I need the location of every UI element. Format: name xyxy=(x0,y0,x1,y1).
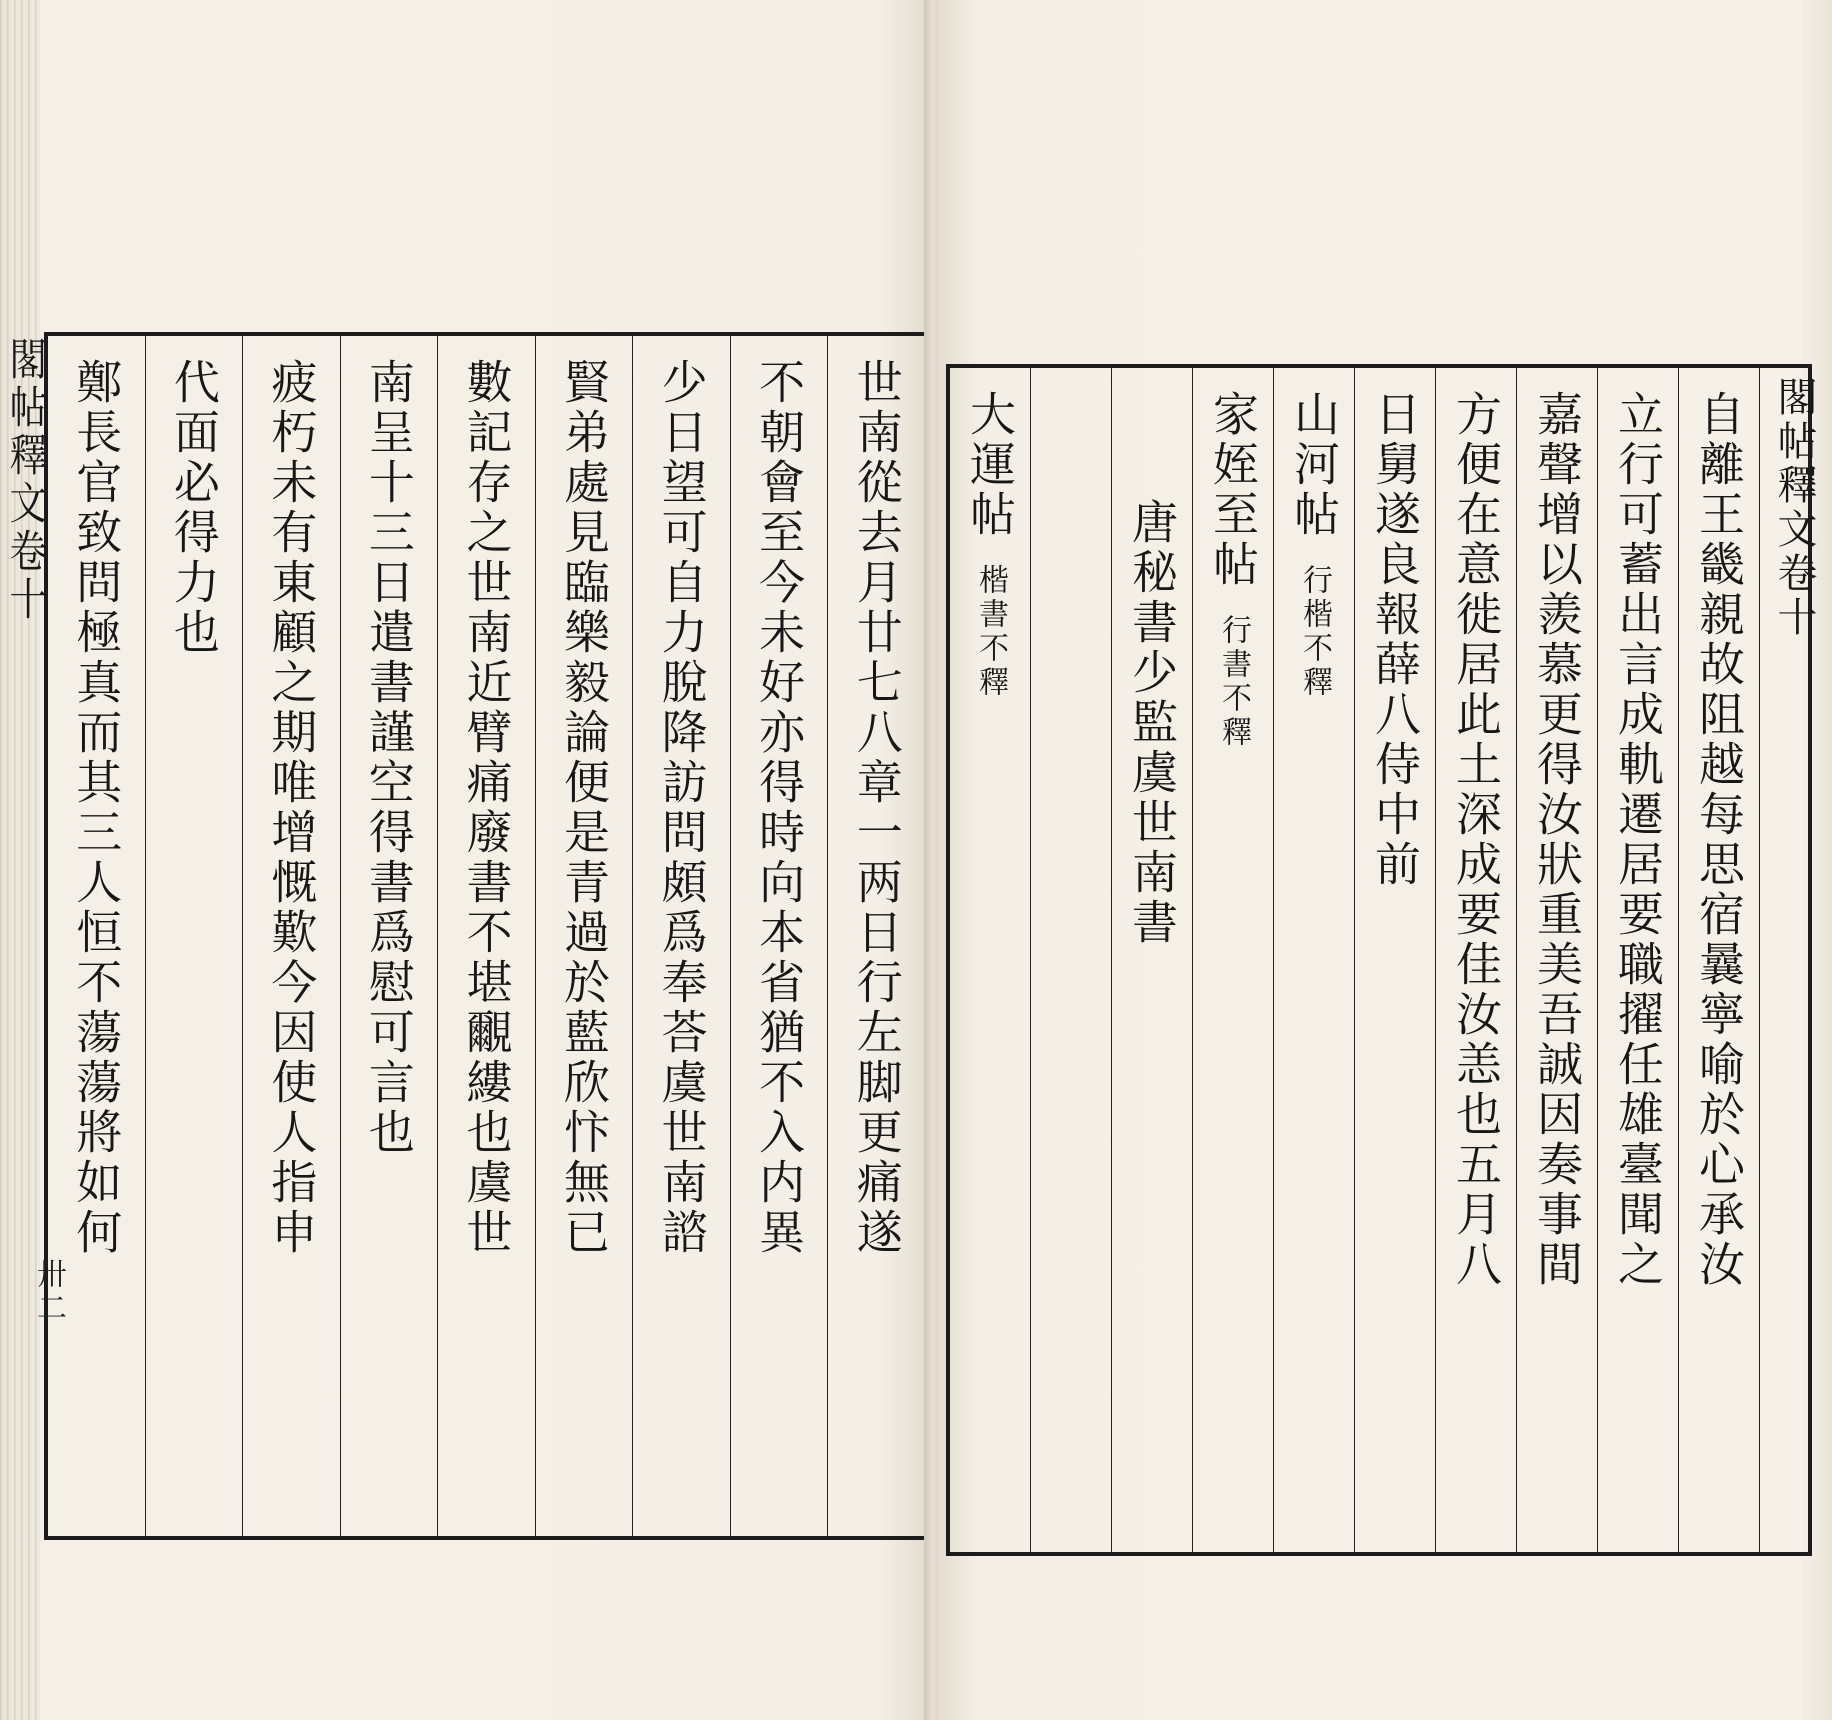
column-text: 嘉聲增以羨慕更得汝狀重美吾誠因奏事間 xyxy=(1530,390,1584,1290)
column-text: 世南從去月廿七八章一两日行左脚更痛遂 xyxy=(849,358,904,1258)
text-column xyxy=(1517,368,1598,1552)
text-column xyxy=(1193,368,1274,1552)
column-text: 疲朽未有東顧之期唯增慨歎今因使人指申 xyxy=(264,358,319,1258)
folio-number: 卅二 xyxy=(31,1258,66,1326)
text-column xyxy=(146,336,244,1536)
text-column xyxy=(1112,368,1193,1552)
column-text: 大運帖 xyxy=(963,390,1017,540)
text-column xyxy=(633,336,731,1536)
text-column xyxy=(243,336,341,1536)
text-column xyxy=(438,336,536,1536)
column-text: 家姪至帖 xyxy=(1206,390,1260,590)
column-annotation: 楷書不釋 xyxy=(973,564,1008,700)
chapter-header: 閣帖釋文卷十 xyxy=(1771,376,1817,640)
column-annotation: 行楷不釋 xyxy=(1297,564,1332,700)
column-text: 數記存之世南近臂痛廢書不堪覼縷也虞世 xyxy=(459,358,514,1258)
column-text: 代面必得力也 xyxy=(166,358,221,658)
column-text: 賢弟處見臨樂毅論便是青過於藍欣忭無已 xyxy=(557,358,612,1258)
column-text: 自離王畿親故阻越每思宿曩寧喻於心承汝 xyxy=(1692,390,1746,1290)
column-text: 方便在意徙居此土深成要佳汝恙也五月八 xyxy=(1449,390,1503,1290)
text-column xyxy=(48,336,146,1536)
text-column xyxy=(1436,368,1517,1552)
column-text: 立行可蓄出言成軌遷居要職擢任雄臺聞之 xyxy=(1611,390,1665,1290)
column-text: 不朝會至今未好亦得時向本省猶不入内異 xyxy=(752,358,807,1258)
page-edges xyxy=(0,0,47,1720)
right-text-frame xyxy=(946,364,1817,1556)
text-column xyxy=(341,336,439,1536)
text-column xyxy=(731,336,829,1536)
left-text-frame xyxy=(44,332,930,1540)
text-column xyxy=(1679,368,1760,1552)
text-column xyxy=(950,368,1031,1552)
column-text: 日舅遂良報薛八侍中前 xyxy=(1368,390,1422,890)
text-column xyxy=(536,336,634,1536)
column-text: 少日望可自力脫降訪問頗爲奉荅虞世南諮 xyxy=(654,358,709,1258)
text-column xyxy=(1274,368,1355,1552)
chapter-header-column xyxy=(1760,368,1817,1552)
column-text: 唐秘書少監虞世南書 xyxy=(1125,498,1179,948)
text-column xyxy=(1031,368,1112,1552)
column-annotation: 行書不釋 xyxy=(1216,614,1251,750)
text-column xyxy=(1355,368,1436,1552)
right-page xyxy=(938,0,1832,1720)
column-text: 鄭長官致問極真而其三人恒不蕩蕩將如何 xyxy=(69,358,124,1258)
column-text: 南呈十三日遣書謹空得書爲慰可言也 xyxy=(361,358,416,1158)
margin-title: 閣帖釋文卷十 xyxy=(2,336,47,624)
column-text: 山河帖 xyxy=(1287,390,1341,540)
text-column xyxy=(1598,368,1679,1552)
text-column xyxy=(828,336,926,1536)
